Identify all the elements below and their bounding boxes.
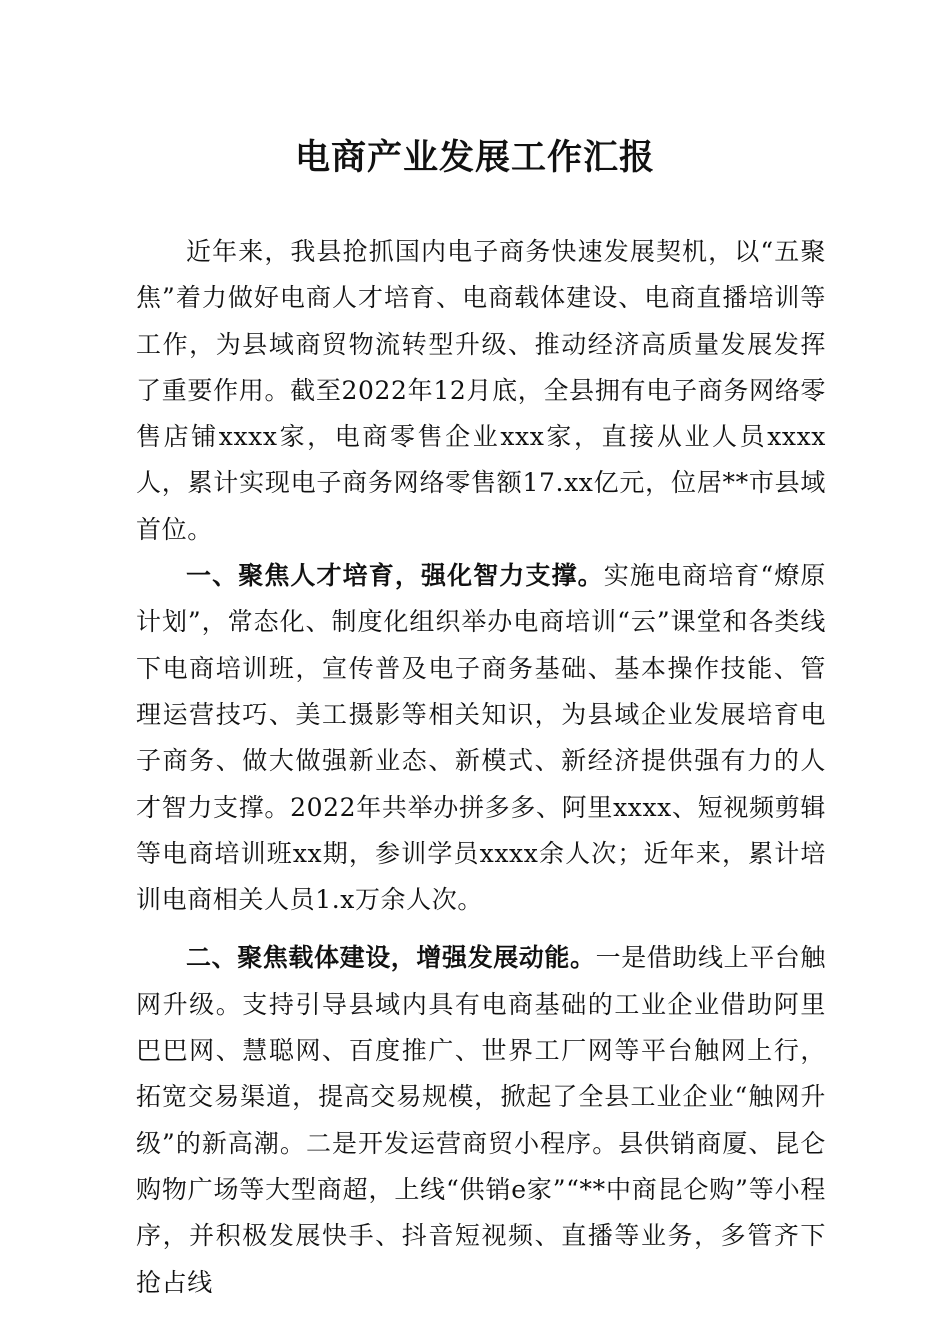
section-heading-1: 一、聚焦人才培育，强化智力支撑。 — [186, 561, 604, 591]
section-text-1: 实施电商培育“燎原计划”，常态化、制度化组织举办电商培训“云”课堂和各类线下电商培训班，宣传普及电子商务基础、基本操作技能、管理运营技巧、美工摄影等相关知识，为县域企业发展培育电子商务、做大做强新业态、新模式、新经济提供强有力的人才智力支撑。2022年共举办拼多多、阿里xxxx、短视频剪辑等电商培训班xx期，参训学员xxxx余人次；近年来，累计培训电商相关人员1.x万余人次。 — [136, 561, 826, 915]
document-title: 电商产业发展工作汇报 — [294, 137, 655, 178]
document-body — [136, 229, 826, 1306]
intro-paragraph: 近年来，我县抢抓国内电子商务快速发展契机，以“五聚焦”着力做好电商人才培育、电商载体建设、电商直播培训等工作，为县域商贸物流转型升级、推动经济高质量发展发挥了重要作用。截至2022年12月底，全县拥有电子商务网络零售店铺xxxx家，电商零售企业xxx家，直接从业人员xxxx人，累计实现电子商务网络零售额17.xx亿元，位居**市县域首位。 — [136, 237, 826, 544]
section-text-2: 一是借助线上平台触网升级。支持引导县域内具有电商基础的工业企业借助阿里巴巴网、慧聪网、百度推广、世界工厂网等平台触网上行，拓宽交易渠道，提高交易规模，掀起了全县工业企业“触网升级”的新高潮。二是开发运营商贸小程序。县供销商厦、昆仑购物广场等大型商超，上线“供销e家”“**中商昆仑购”等小程序，并积极发展快手、抖音短视频、直播等业务，多管齐下抢占线 — [136, 943, 827, 1297]
section-paragraph-1 — [136, 553, 826, 923]
section-paragraph-2 — [136, 935, 826, 1305]
section-heading-2: 二、聚焦载体建设，增强发展动能。 — [186, 943, 596, 973]
